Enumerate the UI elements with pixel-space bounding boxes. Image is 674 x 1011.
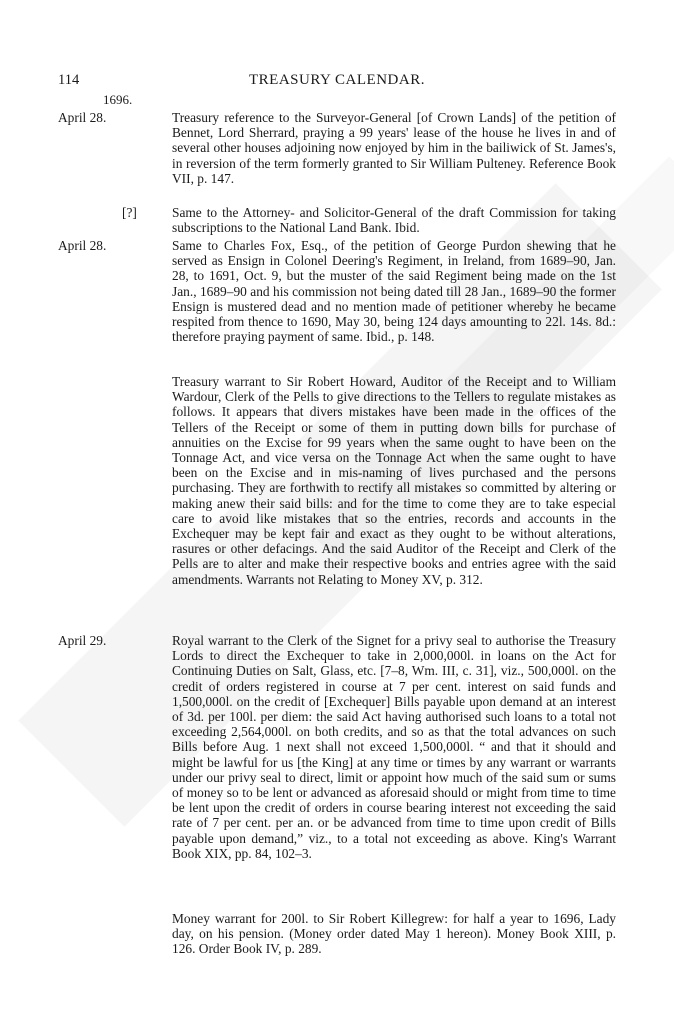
entry-date: April 29. bbox=[58, 633, 107, 648]
calendar-entry bbox=[58, 110, 616, 186]
calendar-entry bbox=[58, 374, 616, 587]
entry-text: Same to the Attorney- and Solicitor-General of the draft Commission for taking subscriptions to the National Land Bank. Ibid. bbox=[172, 205, 616, 236]
calendar-entry bbox=[58, 238, 616, 344]
page-number: 114 bbox=[58, 72, 80, 88]
calendar-entry bbox=[58, 911, 616, 957]
entry-date: April 28. bbox=[58, 110, 107, 125]
entry-date: [?] bbox=[122, 205, 137, 220]
entry-date: April 28. bbox=[58, 238, 107, 253]
entry-text: Same to Charles Fox, Esq., of the petition of George Purdon shewing that he served as Ensign in Colonel Deering's Regiment, in Ireland, from 1689–90, Jan. 28, to 1691, Oct. 9, but the muster of the said Regiment being made on the 1st Jan., 1689–90 and his commission not being dated till 28 Jan., 1689–90 the former Ensign is mustered dead and no mention made of petitioner whereby he became respited from thence to 1690, May 30, being 124 days amounting to 22l. 14s. 8d.: therefore praying payment of same. Ibid., p. 148. bbox=[172, 238, 616, 345]
calendar-entry bbox=[58, 205, 616, 235]
year-label: 1696. bbox=[103, 92, 133, 107]
running-title: TREASURY CALENDAR. bbox=[249, 72, 425, 88]
entry-text: Royal warrant to the Clerk of the Signet for a privy seal to authorise the Treasury Lords to direct the Exchequer to take in 2,000,000l. in loans on the Act for Continuing Duties on Salt, Glass, etc. [7–8, Wm. III, c. 31], viz., 500,000l. on the credit of orders registered in course at 7 per cent. interest on said funds and 1,500,000l. on the credit of [Exchequer] Bills payable upon demand at an interest of 3d. per 100l. per diem: the said Act having authorised such loans to a total not exceeding 2,564,000l. on both credits, and so as that the total advances on such Bills before Aug. 1 next shall not exceed 1,500,000l. “ and that it should and might be lawful for us [the King] at any time or times by any warrant or warrants under our privy seal to direct, limit or appoint how much of the said sum or sums of money so to be lent or advanced as aforesaid should or might from time to time be lent upon the credit of orders in course bearing interest not exceeding the said rate of 7 per cent. per an. or be advanced from time to time upon credit of Bills payable upon demand,” viz., to a total not exceeding as above. King's Warrant Book XIX, pp. 84, 102–3. bbox=[172, 633, 616, 861]
page-header bbox=[58, 72, 616, 92]
entry-text: Money warrant for 200l. to Sir Robert Killegrew: for half a year to 1696, Lady day, on his pension. (Money order dated May 1 hereon). Money Book XIII, p. 126. Order Book IV, p. 289. bbox=[172, 911, 616, 957]
calendar-entry bbox=[58, 633, 616, 861]
entry-text: Treasury warrant to Sir Robert Howard, Auditor of the Receipt and to William Wardour, Clerk of the Pells to give directions to the Tellers to regulate mistakes as follows. It appears that divers mistakes have been made in the offices of the Tellers of the Receipt or some of them in putting down bills for purchase of annuities on the Excise for 99 years when the same ought to have been on the Tonnage Act, and vice versa on the Tonnage Act when the same ought to have been on the Excise and in mis-naming of lives purchased and the persons purchasing. They are forthwith to rectify all mistakes so committed by altering or making anew their said bills: and for the time to come they are to take especial care to avoid like mistakes that so the entries, records and accounts in the Exchequer may be kept fair and exact as they ought to be without alterations, rasures or other defacings. And the said Auditor of the Receipt and Clerk of the Pells are to alter and make their respective books and entries agree with the said amendments. Warrants not Relating to Money XV, p. 312. bbox=[172, 374, 616, 587]
entry-text: Treasury reference to the Surveyor-General [of Crown Lands] of the petition of Bennet, Lord Sherrard, praying a 99 years' lease of the house he lives in and of several other houses adjoining now enjoyed by him in the bailiwick of St. James's, in reversion of the term formerly granted to Sir William Pulteney. Reference Book VII, p. 147. bbox=[172, 110, 616, 186]
